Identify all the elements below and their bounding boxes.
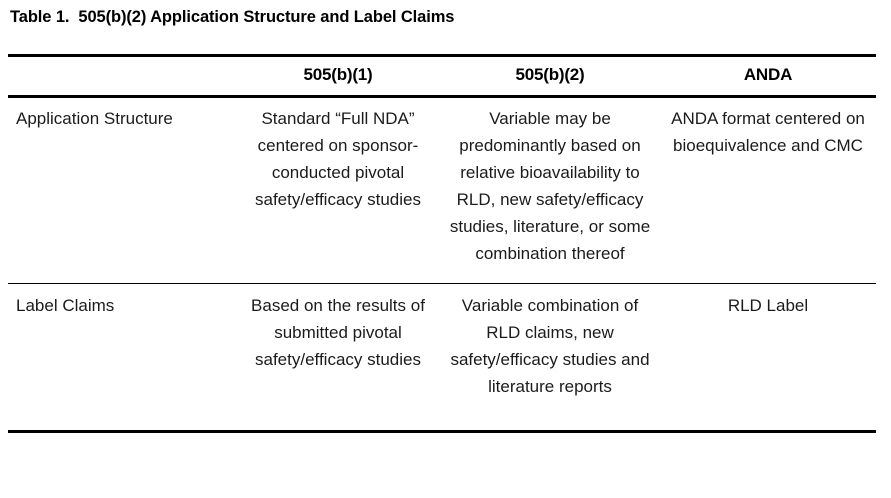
cell-application-structure-505b1: Standard “Full NDA” centered on sponsor-conducted pivotal safety/efficacy studies (255, 109, 421, 209)
cell-label-claims-505b2: Variable combination of RLD claims, new safety/efficacy studies and literature reports (450, 296, 650, 396)
table-body (8, 97, 876, 434)
table-container (8, 54, 876, 433)
row-label-label-claims: Label Claims (16, 296, 115, 315)
rule-segment (236, 432, 440, 434)
column-header-rowlabel (8, 56, 236, 97)
table-header-row (8, 56, 876, 97)
column-header-505b1: 505(b)(1) (303, 65, 373, 84)
table-row (8, 284, 876, 432)
cell-label-claims-anda: RLD Label (727, 296, 809, 315)
rule-segment (660, 432, 876, 434)
row-label-application-structure: Application Structure (16, 109, 173, 128)
table-bottom-rule (8, 432, 876, 434)
cell-label-claims-505b1: Based on the results of submitted pivotal safety/efficacy studies (251, 296, 425, 369)
column-header-505b2: 505(b)(2) (515, 65, 585, 84)
table-header (8, 56, 876, 97)
table-row (8, 97, 876, 284)
rule-segment (440, 432, 660, 434)
cell-application-structure-anda: ANDA format centered on bioequivalence and CMC (671, 109, 865, 155)
column-header-anda: ANDA (743, 65, 793, 84)
rule-segment (8, 432, 236, 434)
application-structure-table (8, 54, 876, 433)
page-title: Table 1. 505(b)(2) Application Structure and Label Claims (10, 8, 455, 26)
cell-application-structure-505b2: Variable may be predominantly based on relative bioavailability to RLD, new safety/efficacy studies, literature, or some combination thereof (449, 109, 651, 263)
